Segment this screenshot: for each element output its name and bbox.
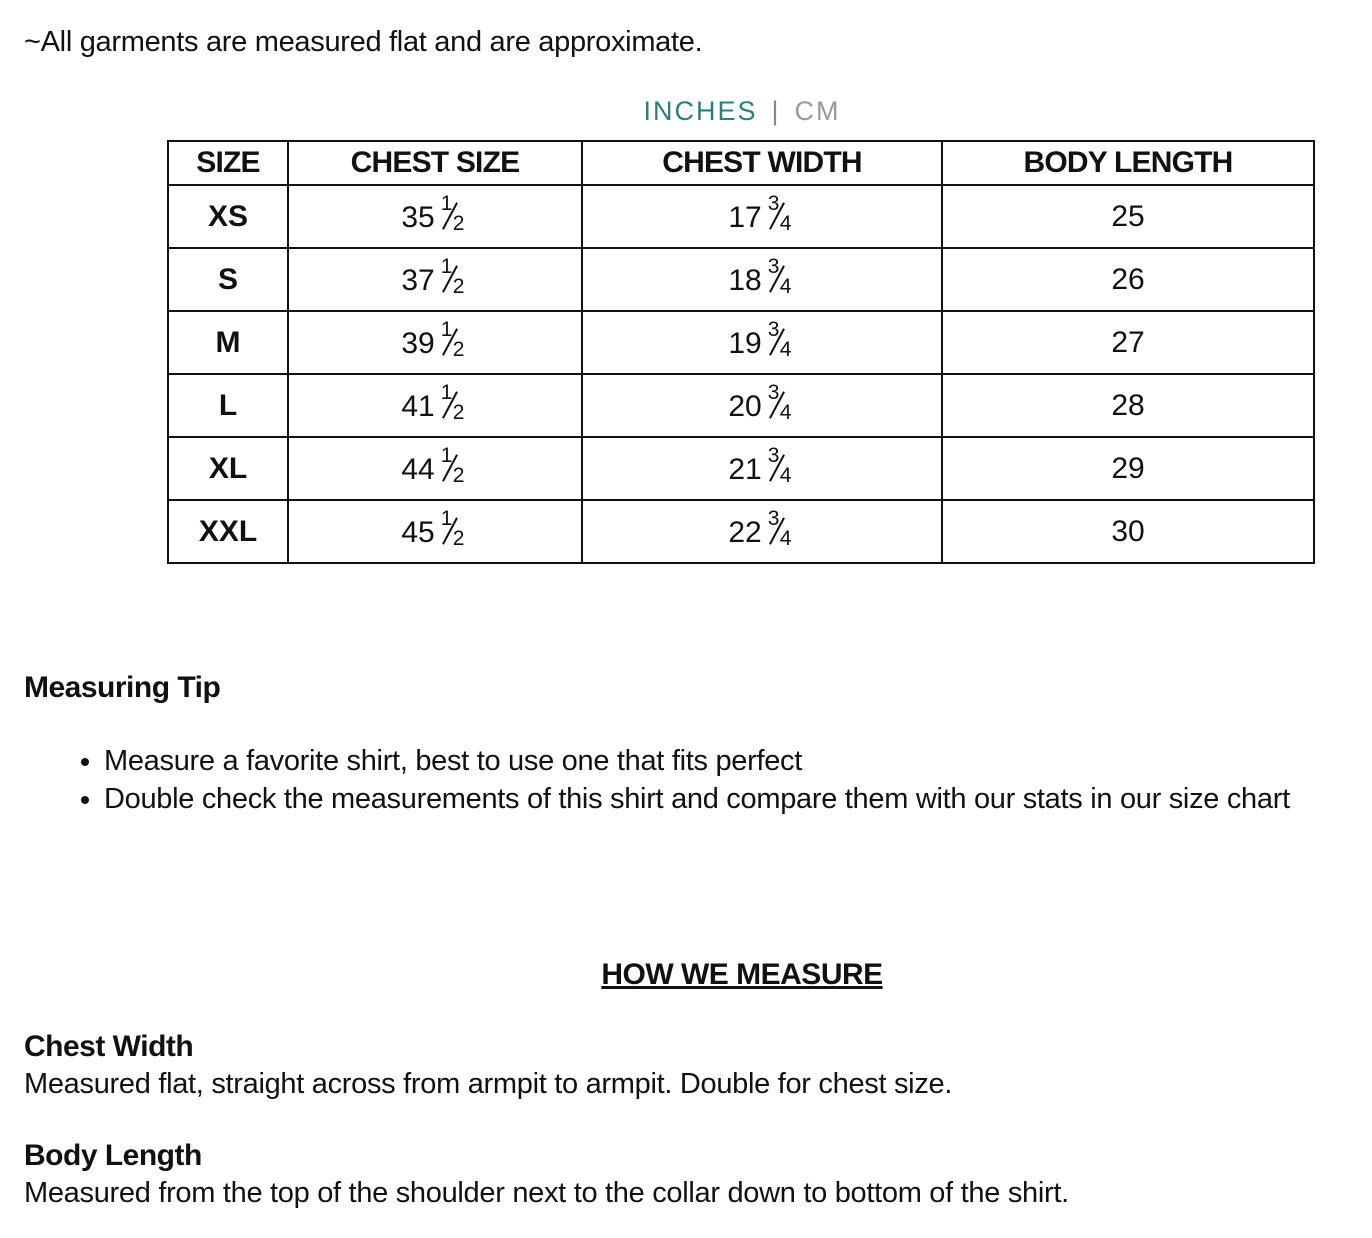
fraction: [439, 254, 469, 298]
fraction-numerator: 3: [767, 317, 780, 341]
cell-size: XL: [168, 437, 288, 500]
fraction: [766, 191, 796, 235]
chest-width-title: Chest Width: [24, 1030, 194, 1063]
cell-chest-width: [582, 374, 942, 437]
cell-chest-size: [288, 311, 582, 374]
fraction-denominator: 4: [779, 400, 792, 424]
size-chart-table: [167, 140, 1315, 564]
table-header-row: [168, 141, 1314, 185]
header-chest-size: CHEST SIZE: [288, 141, 582, 185]
chest-size-whole: 44: [401, 452, 435, 486]
fraction-denominator: 4: [779, 337, 792, 361]
cell-size: L: [168, 374, 288, 437]
fraction-denominator: 4: [779, 463, 792, 487]
table-row: [168, 437, 1314, 500]
fraction-numerator: 1: [440, 506, 453, 530]
list-item: • Double check the measurements of this shirt and compare them with our stats in our size chart: [104, 780, 1290, 818]
table-body: [168, 185, 1314, 563]
chest-size-whole: 41: [401, 389, 435, 423]
fraction: [766, 380, 796, 424]
fraction-numerator: 3: [767, 254, 780, 278]
chest-width-whole: 17: [728, 200, 762, 234]
how-we-measure-heading: HOW WE MEASURE: [601, 958, 883, 991]
table-row: [168, 311, 1314, 374]
fraction: [439, 191, 469, 235]
measuring-tip-list: [0, 742, 1290, 818]
header-chest-width: CHEST WIDTH: [582, 141, 942, 185]
table-row: [168, 500, 1314, 563]
unit-separator: |: [771, 96, 781, 126]
cell-chest-width: [582, 248, 942, 311]
fraction-denominator: 2: [452, 526, 465, 550]
body-length-text: Measured from the top of the shoulder next to the collar down to bottom of the shirt.: [24, 1177, 1069, 1209]
fraction-numerator: 1: [440, 191, 453, 215]
fraction: [439, 380, 469, 424]
header-size: SIZE: [168, 141, 288, 185]
fraction: [439, 506, 469, 550]
cell-chest-width: [582, 311, 942, 374]
fraction-denominator: 2: [452, 400, 465, 424]
fraction-numerator: 1: [440, 380, 453, 404]
cell-body-length: 28: [942, 374, 1314, 437]
cell-chest-size: [288, 248, 582, 311]
disclaimer-note: ~All garments are measured flat and are approximate.: [24, 26, 703, 58]
fraction: [766, 254, 796, 298]
cell-body-length: 26: [942, 248, 1314, 311]
fraction-denominator: 2: [452, 211, 465, 235]
cell-chest-width: [582, 185, 942, 248]
cell-size: S: [168, 248, 288, 311]
table-row: [168, 185, 1314, 248]
chest-width-whole: 19: [728, 326, 762, 360]
cell-body-length: 27: [942, 311, 1314, 374]
fraction: [766, 506, 796, 550]
cell-chest-size: [288, 185, 582, 248]
fraction-denominator: 4: [779, 211, 792, 235]
table-row: [168, 248, 1314, 311]
fraction: [439, 443, 469, 487]
header-body-length: BODY LENGTH: [942, 141, 1314, 185]
chest-size-whole: 45: [401, 515, 435, 549]
chest-width-whole: 21: [728, 452, 762, 486]
fraction: [766, 317, 796, 361]
chest-size-whole: 39: [401, 326, 435, 360]
fraction-denominator: 4: [779, 526, 792, 550]
fraction-denominator: 4: [779, 274, 792, 298]
chest-size-whole: 37: [401, 263, 435, 297]
cell-size: M: [168, 311, 288, 374]
fraction-denominator: 2: [452, 463, 465, 487]
measuring-tip-title: Measuring Tip: [24, 671, 221, 704]
fraction-numerator: 1: [440, 254, 453, 278]
chest-size-whole: 35: [401, 200, 435, 234]
chest-width-whole: 20: [728, 389, 762, 423]
cell-chest-size: [288, 374, 582, 437]
cell-size: XXL: [168, 500, 288, 563]
cell-size: XS: [168, 185, 288, 248]
unit-cm-toggle[interactable]: CM: [794, 96, 841, 126]
cell-body-length: 25: [942, 185, 1314, 248]
cell-chest-width: [582, 437, 942, 500]
chest-width-whole: 22: [728, 515, 762, 549]
fraction-numerator: 3: [767, 191, 780, 215]
unit-toggle: [0, 96, 1372, 127]
cell-chest-size: [288, 437, 582, 500]
fraction: [439, 317, 469, 361]
fraction-denominator: 2: [452, 337, 465, 361]
fraction-numerator: 1: [440, 317, 453, 341]
fraction-numerator: 3: [767, 506, 780, 530]
unit-inches-toggle[interactable]: INCHES: [643, 96, 758, 126]
chest-width-text: Measured flat, straight across from armpit to armpit. Double for chest size.: [24, 1068, 953, 1100]
table-row: [168, 374, 1314, 437]
body-length-title: Body Length: [24, 1139, 202, 1172]
cell-body-length: 29: [942, 437, 1314, 500]
fraction: [766, 443, 796, 487]
cell-chest-width: [582, 500, 942, 563]
fraction-numerator: 3: [767, 380, 780, 404]
chest-width-whole: 18: [728, 263, 762, 297]
fraction-denominator: 2: [452, 274, 465, 298]
cell-body-length: 30: [942, 500, 1314, 563]
fraction-numerator: 3: [767, 443, 780, 467]
list-item: • Measure a favorite shirt, best to use one that fits perfect: [104, 742, 1290, 780]
fraction-numerator: 1: [440, 443, 453, 467]
cell-chest-size: [288, 500, 582, 563]
